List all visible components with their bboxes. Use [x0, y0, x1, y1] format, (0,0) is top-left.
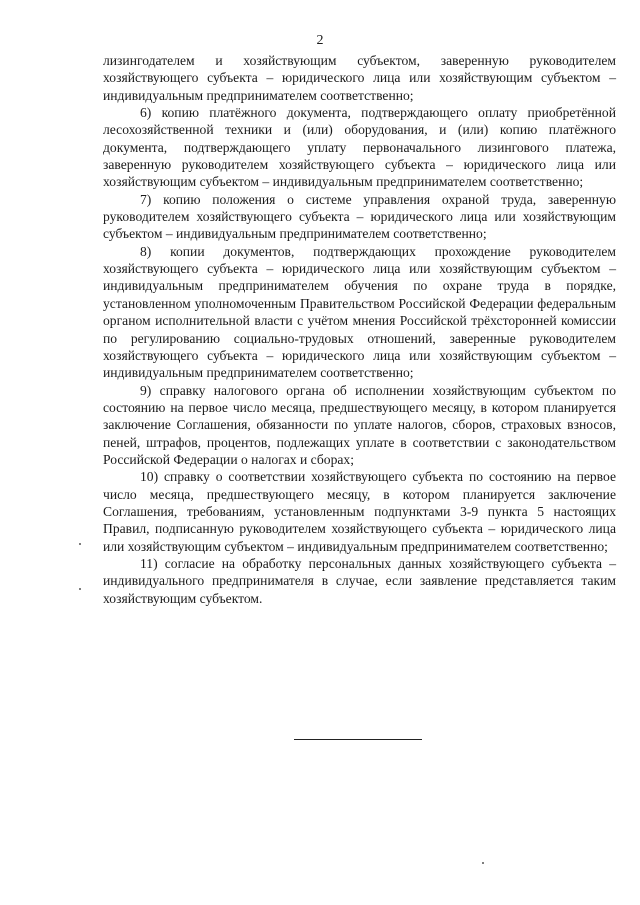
paragraph-item-5-continuation: лизингодателем и хозяйствующим субъектом, заверенную руководителем хозяйствующего субъекта – юридического лица или хозяйствующим субъектом – индивидуальным предпринимателем соответственно;	[103, 53, 616, 103]
scan-speck	[79, 543, 81, 545]
paragraph-item-7: 7) копию положения о системе управления охраной труда, заверенную руководителем хозяйствующего субъекта – юридического лица или хозяйствующим субъектом – индивидуальным предпринимателем соответственно;	[103, 191, 616, 242]
page-number: 2	[316, 33, 324, 48]
scan-speck	[79, 588, 81, 590]
document-body	[103, 52, 616, 607]
scan-speck	[482, 862, 484, 864]
paragraph-item-11: 11) согласие на обработку персональных данных хозяйствующего субъекта – индивидуального предпринимателя в случае, если заявление представляется таким хозяйствующим субъектом.	[103, 555, 616, 606]
paragraph-item-6: 6) копию платёжного документа, подтверждающего оплату приобретённой лесохозяйственной техники и (или) оборудования, и (или) копию платёжного документа, подтверждающего уплату первоначального лизингового платежа, заверенную руководителем хозяйствующего субъекта – юридического лица или хозяйствующим субъектом – индивидуальным предпринимателем соответственно;	[103, 105, 616, 190]
paragraph-item-9: 9) справку налогового органа об исполнении хозяйствующим субъектом по состоянию на первое число месяца, предшествующего месяцу, в котором планируется заключение Соглашения, обязанности по уплате налогов, сборов, страховых взносов, пеней, штрафов, процентов, подлежащих уплате в соответствии с законодательством Российской Федерации о налогах и сборах;	[103, 382, 616, 467]
end-separator-line	[294, 739, 422, 740]
paragraph-item-8: 8) копии документов, подтверждающих прохождение руководителем хозяйствующего субъекта – юридического лица или хозяйствующим субъектом – индивидуальным предпринимателем обучения по охране труда в порядке, установленном уполномоченным Правительством Российской Федерации федеральным органом исполнительной власти с учётом мнения Российской трёхсторонней комиссии по регулированию социально-трудовых отношений, заверенные руководителем хозяйствующего субъекта – юридического лица или хозяйствующим субъектом – индивидуальным предпринимателем соответственно;	[103, 243, 616, 381]
paragraph-item-10: 10) справку о соответствии хозяйствующего субъекта по состоянию на первое число месяца, предшествующего месяцу, в котором планируется заключение Соглашения, требованиям, установленным подпунктами 3-9 пункта 5 настоящих Правил, подписанную руководителем хозяйствующего субъекта – юридического лица или хозяйствующим субъектом – индивидуальным предпринимателем соответственно;	[103, 469, 616, 554]
